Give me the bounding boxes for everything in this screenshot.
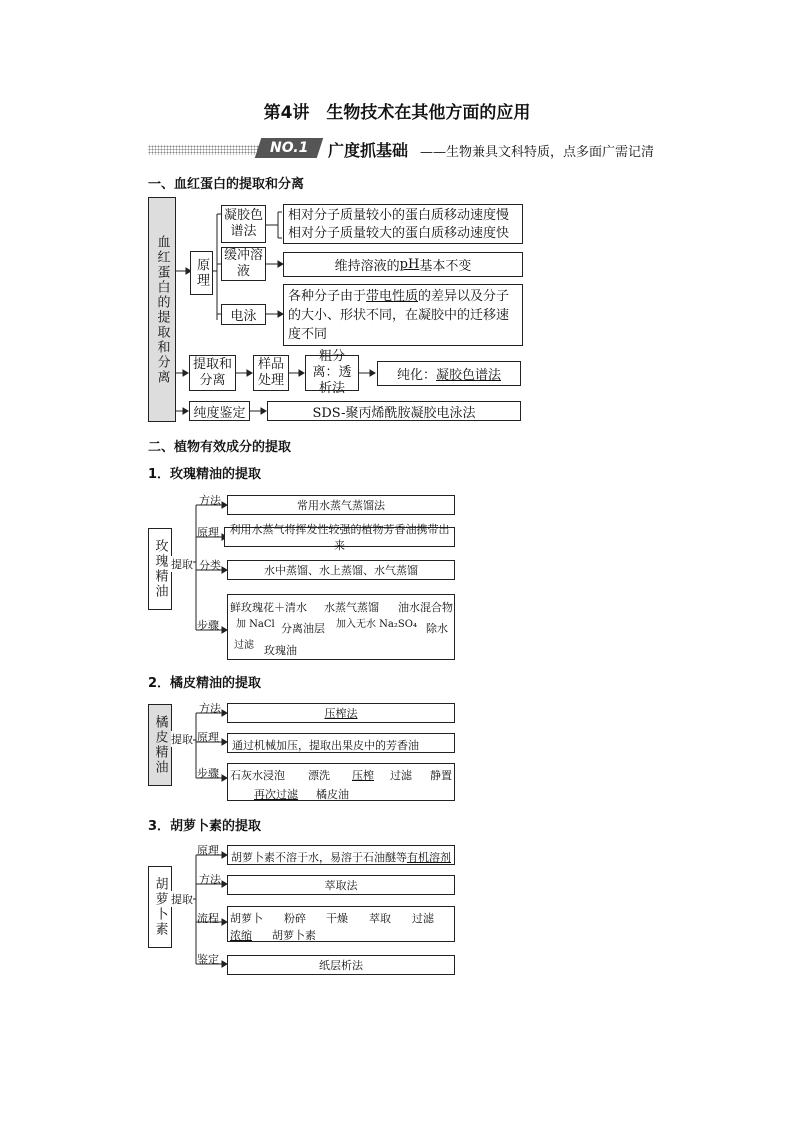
orange-step-7: 橘皮油 [316,788,349,801]
carrot-flow-3: 干燥 [326,912,348,925]
carrot-flow-6: 浓缩 [230,929,252,942]
s1-electro-text: 各种分子由于带电性质的差异以及分子的大小、形状不同，在凝胶中的迁移速度不同 [283,284,523,346]
section2-heading: 二、植物有效成分的提取 [148,440,292,455]
orange-step-6: 再次过滤 [254,788,298,801]
carrot-principle-box: 胡萝卜素不溶于水，易溶于石油醚等有机溶剂 [227,845,455,865]
orange-extract-label: 提取 [171,733,193,746]
rose-step-5: 除水 [426,622,448,635]
orange-step-5: 静置 [430,769,452,782]
rose-principle-box: 利用水蒸气将挥发性较强的植物芳香油携带出来 [224,527,455,547]
carrot-flow-5: 过滤 [412,912,434,925]
section1-heading: 一、血红蛋白的提取和分离 [148,177,305,192]
carrot-flow-2: 粉碎 [284,912,306,925]
rose-heading: 1．玫瑰精油的提取 [148,467,262,482]
rose-class-label: 分类 [199,559,221,572]
carrot-root-box: 胡萝卜素 [148,866,172,948]
carrot-method-box: 萃取法 [227,875,455,895]
rose-step-6: 玫瑰油 [264,644,297,657]
orange-root-box: 橘皮精油 [148,704,172,786]
s1-purity-box: 纯度鉴定 [189,401,250,421]
s1-electro-label: 电泳 [221,304,266,325]
banner-heading: 广度抓基础 [328,141,409,160]
rose-class-box: 水中蒸馏、水上蒸馏、水气蒸馏 [227,560,455,580]
rose-arrow-1-label: 加 NaCl [236,619,275,630]
carrot-flow-box [227,906,455,942]
banner-badge: NO.1 [255,138,323,158]
orange-heading: 2．橘皮精油的提取 [148,676,262,691]
carrot-extract-label: 提取 [171,893,193,906]
orange-method-label: 方法 [199,702,221,715]
carrot-ident-box: 纸层析法 [227,955,455,975]
page-title: 第4讲 生物技术在其他方面的应用 [263,103,531,123]
orange-principle-label: 原理 [197,731,219,744]
s1-root-box: 血红蛋白的提取和分离 [148,197,176,422]
s1-buffer-label: 缓冲溶液 [221,247,266,281]
s1-gel-label: 凝胶色谱法 [221,205,266,243]
orange-step-1: 石灰水浸泡 [230,769,285,782]
rose-method-box: 常用水蒸气蒸馏法 [227,495,455,515]
s1-gel-line2: 相对分子质量较大的蛋白质移动速度快 [288,226,510,241]
carrot-principle-label: 原理 [197,844,219,857]
carrot-flow-7: 胡萝卜素 [272,929,316,942]
rose-step-2: 水蒸气蒸馏 [324,601,379,614]
banner-subtitle: ——生物兼具文科特质，点多面广需记清 [420,145,655,160]
s1-coarse-box: 粗分离：透析法 [305,355,359,391]
orange-method-box: 压榨法 [227,703,455,723]
carrot-method-label: 方法 [199,873,221,886]
rose-method-label: 方法 [199,494,221,507]
rose-steps-label: 步骤 [197,619,219,632]
orange-principle-box: 通过机械加压，提取出果皮中的芳香油 [227,733,455,753]
s1-principle-box: 原理 [190,251,213,295]
carrot-flow-4: 萃取 [369,912,391,925]
s1-buffer-text: 维持溶液的 pH 基本不变 [283,252,523,277]
rose-step-1: 鲜玫瑰花＋清水 [230,601,307,614]
rose-step-3: 油水混合物 [398,601,453,614]
carrot-ident-label: 鉴定 [197,953,219,966]
rose-arrow-3-label: 过滤 [234,640,254,651]
orange-step-2: 漂洗 [308,769,330,782]
rose-principle-label: 原理 [197,526,219,539]
s1-sds-box: SDS-聚丙烯酰胺凝胶电泳法 [267,401,521,421]
s1-purify-box: 纯化： 凝胶色谱法 [377,361,521,386]
s1-sample-box: 样品处理 [253,355,289,391]
rose-root-box: 玫瑰精油 [148,528,172,610]
rose-extract-label: 提取 [171,558,193,571]
orange-step-4: 过滤 [390,769,412,782]
rose-arrow-2-label: 加入无水 Na₂SO₄ [336,619,417,630]
s1-extract-box: 提取和分离 [189,355,236,391]
orange-step-3: 压榨 [352,769,374,782]
s1-gel-line1: 相对分子质量较小的蛋白质移动速度慢 [288,208,510,223]
carrot-heading: 3．胡萝卜素的提取 [148,819,262,834]
orange-steps-label: 步骤 [197,767,219,780]
carrot-flow-label: 流程 [197,912,219,925]
carrot-flow-1: 胡萝卜 [230,912,263,925]
rose-step-4: 分离油层 [281,622,325,635]
